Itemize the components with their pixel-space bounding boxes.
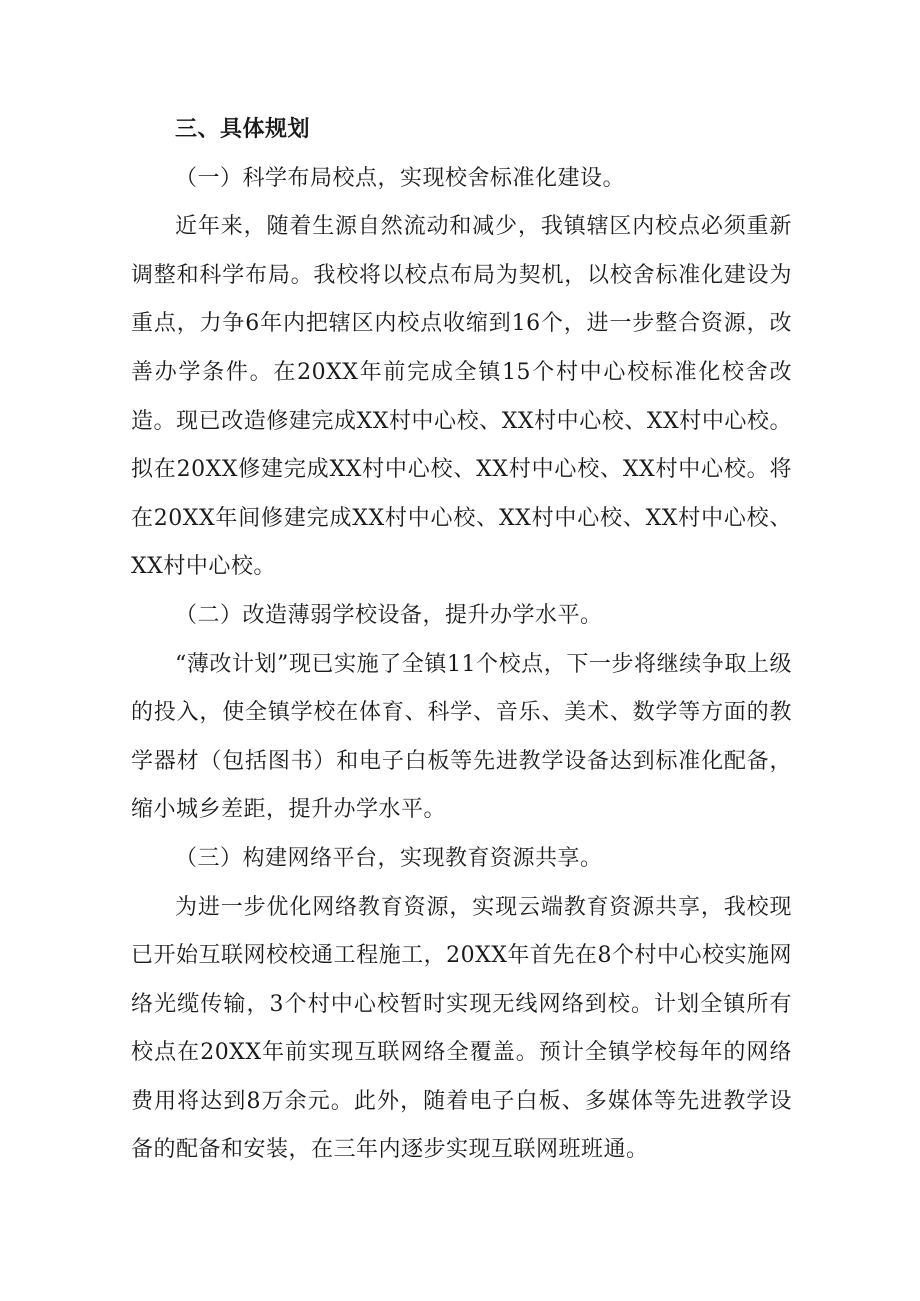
subsection-paragraph-1: 近年来，随着生源自然流动和减少，我镇辖区内校点必须重新调整和科学布局。我校将以校点布局为契机，以校舍标准化建设为重点，力争6年内把辖区内校点收缩到16个，进一步整合资源，改善办学条件。在20XX年前完成全镇15个村中心校标准化校舍改造。现已改造修建完成XX村中心校、XX村中心校、XX村中心校。拟在20XX修建完成XX村中心校、XX村中心校、XX村中心校。将在20XX年间修建完成XX村中心校、XX村中心校、XX村中心校、XX村中心校。 bbox=[131, 214, 792, 580]
subsection-paragraph-3: 为进一步优化网络教育资源，实现云端教育资源共享，我校现已开始互联网校校通工程施工，20XX年首先在8个村中心校实施网络光缆传输，3个村中心校暂时实现无线网络到校。计划全镇所有校点在20XX年前实现互联网络全覆盖。预计全镇学校每年的网络费用将达到8万余元。此外，随着电子白板、多媒体等先进教学设备的配备和安装，在三年内逐步实现互联网班班通。 bbox=[131, 894, 792, 1163]
subsection-title-2: （二）改造薄弱学校设备，提升办学水平。 bbox=[175, 602, 603, 628]
subsection-title-3: （三）构建网络平台，实现教育资源共享。 bbox=[175, 845, 603, 871]
section-heading: 三、具体规划 bbox=[175, 117, 311, 142]
document-page bbox=[131, 106, 792, 1175]
subsection-title-1: （一）科学布局校点，实现校舍标准化建设。 bbox=[175, 165, 626, 191]
subsection-paragraph-2: “薄改计划”现已实施了全镇11个校点，下一步将继续争取上级的投入，使全镇学校在体育、科学、音乐、美术、数学等方面的教学器材（包括图书）和电子白板等先进教学设备达到标准化配备，缩小城乡差距，提升办学水平。 bbox=[131, 651, 792, 823]
